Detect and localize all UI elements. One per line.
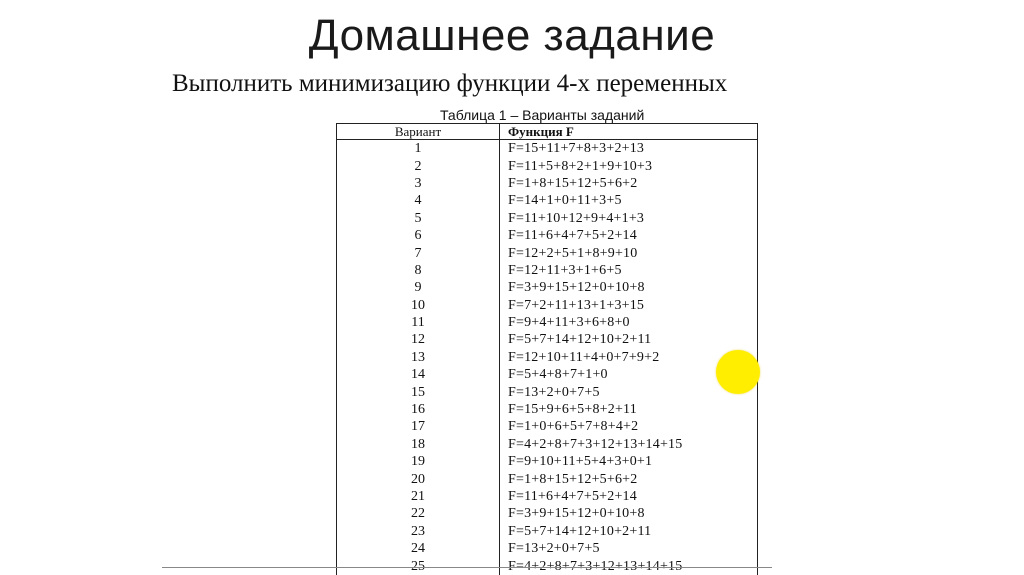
slide-title: Домашнее задание — [308, 11, 716, 60]
variant-cell: 1 — [337, 140, 500, 158]
slide-subtitle: Выполнить минимизацию функции 4-х переменных — [172, 70, 728, 97]
table-row — [337, 453, 758, 470]
function-cell: F=5+7+14+12+10+2+11 — [500, 523, 758, 540]
variant-cell: 8 — [337, 262, 500, 279]
variant-cell: 12 — [337, 331, 500, 348]
function-cell: F=3+9+15+12+0+10+8 — [500, 505, 758, 522]
table-row — [337, 349, 758, 366]
table-row — [337, 279, 758, 296]
function-cell: F=9+4+11+3+6+8+0 — [500, 314, 758, 331]
variant-cell: 22 — [337, 505, 500, 522]
table-row — [337, 418, 758, 435]
table-row — [337, 505, 758, 522]
variant-cell: 25 — [337, 557, 500, 574]
variant-cell: 2 — [337, 157, 500, 174]
function-cell: F=12+10+11+4+0+7+9+2 — [500, 349, 758, 366]
table-row — [337, 192, 758, 209]
table-row — [337, 262, 758, 279]
function-cell: F=1+8+15+12+5+6+2 — [500, 470, 758, 487]
function-cell: F=4+2+8+7+3+12+13+14+15 — [500, 436, 758, 453]
function-cell: F=15+11+7+8+3+2+13 — [500, 140, 758, 158]
function-cell: F=12+11+3+1+6+5 — [500, 262, 758, 279]
variant-cell: 10 — [337, 297, 500, 314]
variant-cell: 3 — [337, 175, 500, 192]
function-cell: F=13+2+0+7+5 — [500, 540, 758, 557]
function-cell: F=11+6+4+7+5+2+14 — [500, 488, 758, 505]
variant-cell: 7 — [337, 244, 500, 261]
table-body — [337, 140, 758, 575]
table-row — [337, 523, 758, 540]
function-cell: F=11+5+8+2+1+9+10+3 — [500, 157, 758, 174]
table-row — [337, 157, 758, 174]
table-header-row — [337, 124, 758, 140]
table-caption: Таблица 1 – Варианты заданий — [440, 107, 645, 123]
variants-table — [336, 123, 758, 575]
table-row — [337, 383, 758, 400]
variant-cell: 4 — [337, 192, 500, 209]
table-row — [337, 401, 758, 418]
function-cell: F=11+10+12+9+4+1+3 — [500, 210, 758, 227]
table-row — [337, 436, 758, 453]
variant-cell: 20 — [337, 470, 500, 487]
function-cell: F=12+2+5+1+8+9+10 — [500, 244, 758, 261]
bottom-divider — [162, 567, 772, 568]
function-cell: F=5+4+8+7+1+0 — [500, 366, 758, 383]
variant-cell: 14 — [337, 366, 500, 383]
variant-cell: 11 — [337, 314, 500, 331]
variant-cell: 6 — [337, 227, 500, 244]
header-function: Функция F — [500, 124, 758, 140]
table-row — [337, 314, 758, 331]
table-row — [337, 488, 758, 505]
function-cell: F=1+0+6+5+7+8+4+2 — [500, 418, 758, 435]
header-variant: Вариант — [337, 124, 500, 140]
function-cell: F=1+8+15+12+5+6+2 — [500, 175, 758, 192]
table-row — [337, 470, 758, 487]
variant-cell: 24 — [337, 540, 500, 557]
laser-pointer-dot — [716, 350, 760, 394]
function-cell: F=15+9+6+5+8+2+11 — [500, 401, 758, 418]
function-cell: F=4+2+8+7+3+12+13+14+15 — [500, 557, 758, 574]
variant-cell: 5 — [337, 210, 500, 227]
table-row — [337, 297, 758, 314]
variant-cell: 13 — [337, 349, 500, 366]
table-row — [337, 244, 758, 261]
variant-cell: 21 — [337, 488, 500, 505]
table-row — [337, 366, 758, 383]
table-row — [337, 331, 758, 348]
table-row — [337, 210, 758, 227]
variant-cell: 17 — [337, 418, 500, 435]
table-row — [337, 227, 758, 244]
table-row — [337, 140, 758, 158]
table-row — [337, 540, 758, 557]
table-row — [337, 175, 758, 192]
variant-cell: 15 — [337, 383, 500, 400]
function-cell: F=7+2+11+13+1+3+15 — [500, 297, 758, 314]
variants-table-container — [336, 123, 758, 575]
function-cell: F=9+10+11+5+4+3+0+1 — [500, 453, 758, 470]
variant-cell: 23 — [337, 523, 500, 540]
variant-cell: 18 — [337, 436, 500, 453]
function-cell: F=3+9+15+12+0+10+8 — [500, 279, 758, 296]
function-cell: F=5+7+14+12+10+2+11 — [500, 331, 758, 348]
variant-cell: 19 — [337, 453, 500, 470]
variant-cell: 9 — [337, 279, 500, 296]
function-cell: F=11+6+4+7+5+2+14 — [500, 227, 758, 244]
function-cell: F=13+2+0+7+5 — [500, 383, 758, 400]
function-cell: F=14+1+0+11+3+5 — [500, 192, 758, 209]
variant-cell: 16 — [337, 401, 500, 418]
